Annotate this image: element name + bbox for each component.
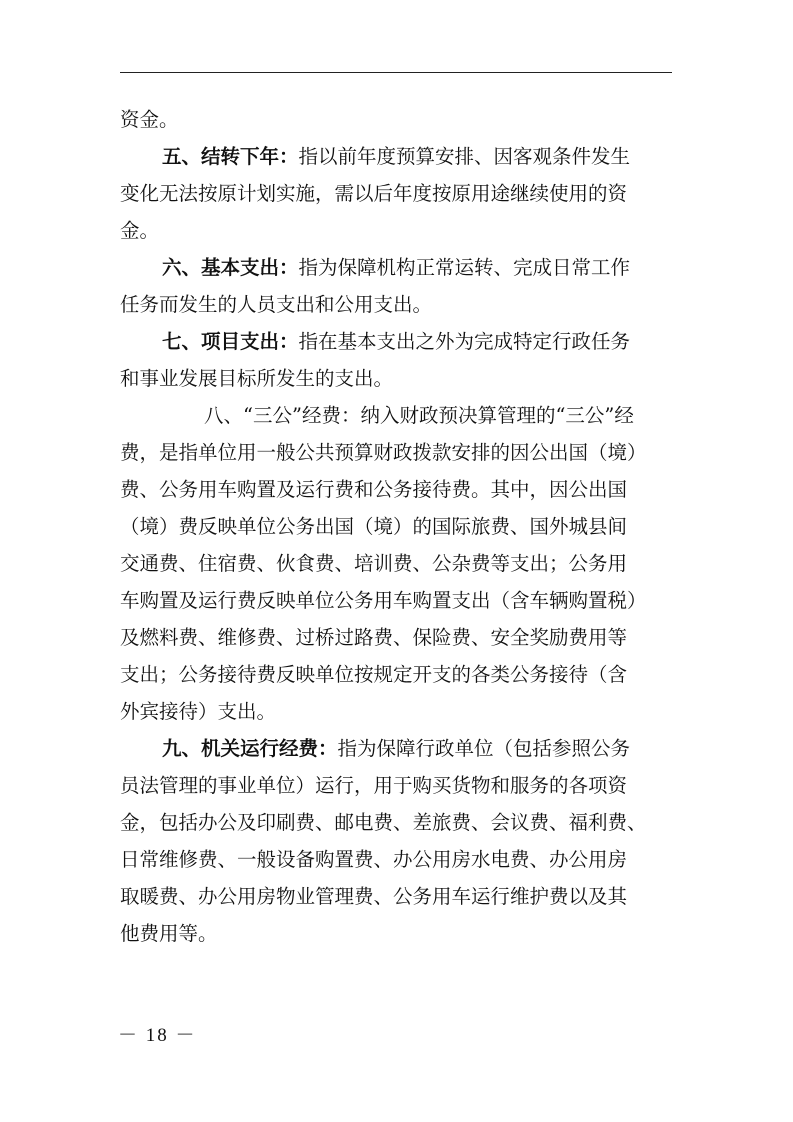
paragraph-line	[120, 289, 672, 326]
paragraph-line	[120, 844, 672, 881]
paragraph-line	[120, 141, 672, 178]
paragraph-line	[120, 178, 672, 215]
paragraph-line	[120, 659, 672, 696]
paragraph-line	[120, 104, 672, 141]
body-text: 车购置及运行费反映单位公务用车购置支出（含车辆购置税）	[120, 589, 647, 612]
body-text: 他费用等。	[120, 922, 218, 945]
paragraph-line	[120, 918, 672, 955]
paragraph-line	[120, 585, 672, 622]
term-label: 八、“三公”经费：	[204, 404, 361, 427]
paragraph-line	[120, 326, 672, 363]
body-text: 交通费、住宿费、伙食费、培训费、公杂费等支出；公务用	[120, 552, 628, 575]
body-text: 指在基本支出之外为完成特定行政任务	[298, 330, 631, 353]
body-text: 变化无法按原计划实施，需以后年度按原用途继续使用的资	[120, 182, 628, 205]
body-text: （境）费反映单位公务出国（境）的国际旅费、国外城县间	[120, 515, 628, 538]
body-text: 指以前年度预算安排、因客观条件发生	[298, 145, 631, 168]
paragraph-line	[120, 733, 672, 770]
body-text: 金，包括办公及印刷费、邮电费、差旅费、会议费、福利费、	[120, 811, 647, 834]
body-text: 和事业发展目标所发生的支出。	[120, 367, 394, 390]
paragraph-line	[120, 696, 672, 733]
paragraph-line	[120, 511, 672, 548]
paragraph-line	[120, 437, 672, 474]
paragraph-line	[120, 548, 672, 585]
body-text: 金。	[120, 219, 160, 242]
paragraph-line	[120, 474, 672, 511]
body-text: 员法管理的事业单位）运行，用于购买货物和服务的各项资	[120, 774, 628, 797]
term-label: 五、结转下年：	[162, 145, 299, 168]
body-text: 取暖费、办公用房物业管理费、公务用车运行维护费以及其	[120, 885, 628, 908]
body-text: 费，是指单位用一般公共预算财政拨款安排的因公出国（境）	[120, 441, 647, 464]
body-text: 日常维修费、一般设备购置费、办公用房水电费、办公用房	[120, 848, 628, 871]
body-text: 指为保障行政单位（包括参照公务	[337, 737, 631, 760]
paragraph-line	[120, 770, 672, 807]
document-body	[120, 104, 672, 955]
paragraph-line	[120, 622, 672, 659]
header-rule	[120, 72, 672, 73]
paragraph-line	[120, 400, 672, 437]
body-text: 资金。	[120, 108, 179, 131]
term-label: 七、项目支出：	[162, 330, 299, 353]
body-text: 指为保障机构正常运转、完成日常工作	[298, 256, 631, 279]
term-label: 九、机关运行经费：	[162, 737, 338, 760]
body-text: 及燃料费、维修费、过桥过路费、保险费、安全奖励费用等	[120, 626, 628, 649]
paragraph-line	[120, 807, 672, 844]
paragraph-line	[120, 252, 672, 289]
body-text: 任务而发生的人员支出和公用支出。	[120, 293, 433, 316]
page-number: － 18 －	[118, 1025, 197, 1046]
term-label: 六、基本支出：	[162, 256, 299, 279]
body-text: 纳入财政预决算管理的“三公”经	[360, 404, 634, 427]
body-text: 外宾接待）支出。	[120, 700, 277, 723]
body-text: 费、公务用车购置及运行费和公务接待费。其中，因公出国	[120, 478, 628, 501]
body-text: 支出；公务接待费反映单位按规定开支的各类公务接待（含	[120, 663, 628, 686]
paragraph-line	[120, 215, 672, 252]
paragraph-line	[120, 363, 672, 400]
paragraph-line	[120, 881, 672, 918]
